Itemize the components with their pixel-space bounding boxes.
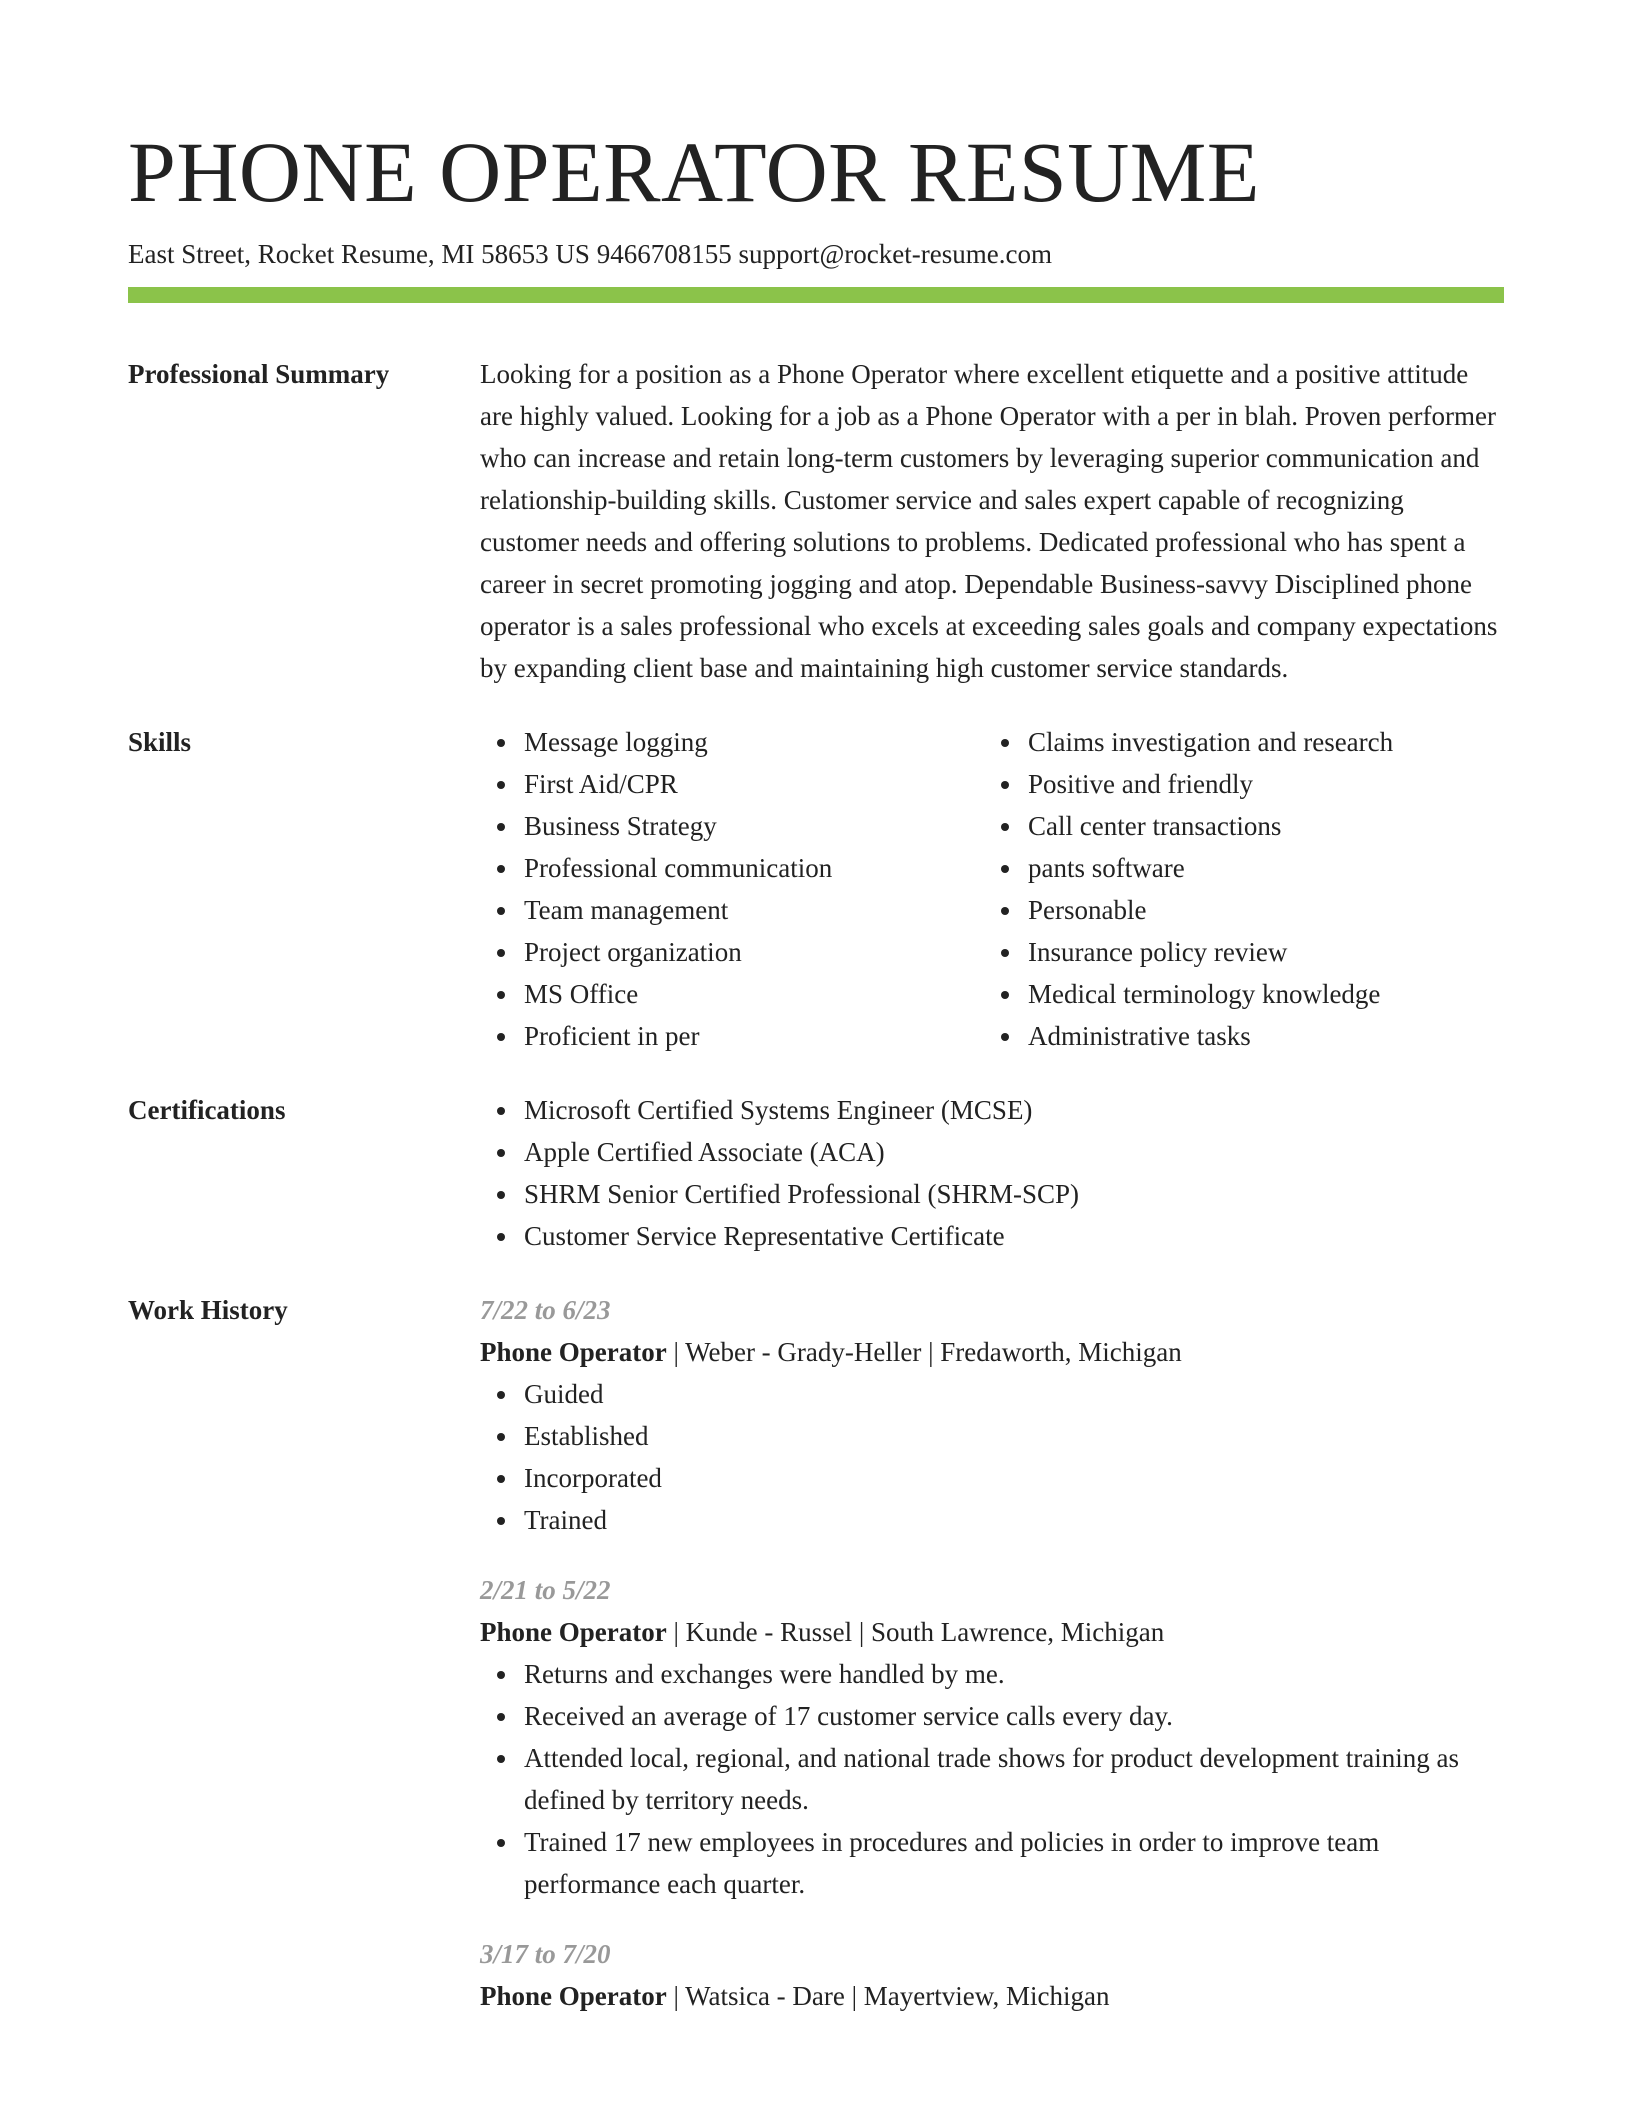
job-title: Phone Operator: [480, 1981, 667, 2011]
certification-item: Customer Service Representative Certificate: [480, 1215, 1504, 1257]
skill-item: Business Strategy: [480, 805, 984, 847]
skill-item: pants software: [984, 847, 1488, 889]
contact-line: East Street, Rocket Resume, MI 58653 US 9466708155 support@rocket-resume.com: [128, 239, 1052, 269]
job-duty: Attended local, regional, and national trade shows for product development training as defined by territory needs.: [480, 1737, 1504, 1821]
job-heading: [480, 1975, 1504, 2017]
certification-item: SHRM Senior Certified Professional (SHRM-SCP): [480, 1173, 1504, 1215]
certification-item: Microsoft Certified Systems Engineer (MCSE): [480, 1089, 1504, 1131]
skills-list-left: [480, 721, 984, 1057]
job-company-location: | Weber - Grady-Heller | Fredaworth, Michigan: [666, 1337, 1182, 1367]
section-label-summary: Professional Summary: [128, 359, 390, 389]
skills-body: [480, 721, 1504, 1057]
skill-item: Claims investigation and research: [984, 721, 1488, 763]
job-entry: [480, 1933, 1504, 2017]
certifications-list: [480, 1089, 1504, 1257]
job-duty: Guided: [480, 1373, 1504, 1415]
job-company-location: | Watsica - Dare | Mayertview, Michigan: [666, 1981, 1110, 2011]
certifications-section: [128, 1089, 1504, 1257]
skill-item: First Aid/CPR: [480, 763, 984, 805]
skill-item: MS Office: [480, 973, 984, 1015]
skill-item: Call center transactions: [984, 805, 1488, 847]
skill-item: Professional communication: [480, 847, 984, 889]
skill-item: Personable: [984, 889, 1488, 931]
job-duty: Trained 17 new employees in procedures and policies in order to improve team performance each quarter.: [480, 1821, 1504, 1905]
certifications-body: [480, 1089, 1504, 1257]
summary-text: Looking for a position as a Phone Operator where excellent etiquette and a positive attitude are highly valued. Looking for a job as a Phone Operator with a per in blah. Proven performer who can increase and retain long-term customers by leveraging superior communication and relationship-building skills. Customer service and sales expert capable of recognizing customer needs and offering solutions to problems. Dedicated professional who has spent a career in secret promoting jogging and atop. Dependable Business-savvy Disciplined phone operator is a sales professional who excels at exceeding sales goals and company expectations by expanding client base and maintaining high customer service standards.: [480, 359, 1498, 683]
job-company-location: | Kunde - Russel | South Lawrence, Michigan: [666, 1617, 1165, 1647]
summary-section: [128, 353, 1504, 689]
job-duty: Established: [480, 1415, 1504, 1457]
job-duty: Received an average of 17 customer service calls every day.: [480, 1695, 1504, 1737]
skills-section: [128, 721, 1504, 1057]
job-heading: [480, 1611, 1504, 1653]
job-entry: [480, 1569, 1504, 1905]
skill-item: Positive and friendly: [984, 763, 1488, 805]
skill-item: Message logging: [480, 721, 984, 763]
accent-divider: [128, 287, 1504, 303]
skills-list-right: [984, 721, 1488, 1057]
job-entry: [480, 1289, 1504, 1541]
skill-item: Administrative tasks: [984, 1015, 1488, 1057]
job-title: Phone Operator: [480, 1337, 667, 1367]
job-duty: Incorporated: [480, 1457, 1504, 1499]
skill-item: Team management: [480, 889, 984, 931]
job-dates: 3/17 to 7/20: [480, 1939, 611, 1969]
summary-body: [480, 353, 1504, 689]
skill-item: Proficient in per: [480, 1015, 984, 1057]
job-duty: Trained: [480, 1499, 1504, 1541]
job-dates: 7/22 to 6/23: [480, 1295, 611, 1325]
job-dates: 2/21 to 5/22: [480, 1575, 611, 1605]
skill-item: Insurance policy review: [984, 931, 1488, 973]
work-history-section: [128, 1289, 1504, 2017]
job-duties-list: [480, 1653, 1504, 1905]
job-duty: Returns and exchanges were handled by me.: [480, 1653, 1504, 1695]
job-title: Phone Operator: [480, 1617, 667, 1647]
skill-item: Medical terminology knowledge: [984, 973, 1488, 1015]
certification-item: Apple Certified Associate (ACA): [480, 1131, 1504, 1173]
section-label-certifications: Certifications: [128, 1095, 286, 1125]
section-label-work-history: Work History: [128, 1295, 288, 1325]
page-title: PHONE OPERATOR RESUME: [128, 124, 1260, 220]
work-history-body: [480, 1289, 1504, 2017]
resume-page: [128, 0, 1504, 2017]
job-duties-list: [480, 1373, 1504, 1541]
job-heading: [480, 1331, 1504, 1373]
skill-item: Project organization: [480, 931, 984, 973]
section-label-skills: Skills: [128, 727, 192, 757]
